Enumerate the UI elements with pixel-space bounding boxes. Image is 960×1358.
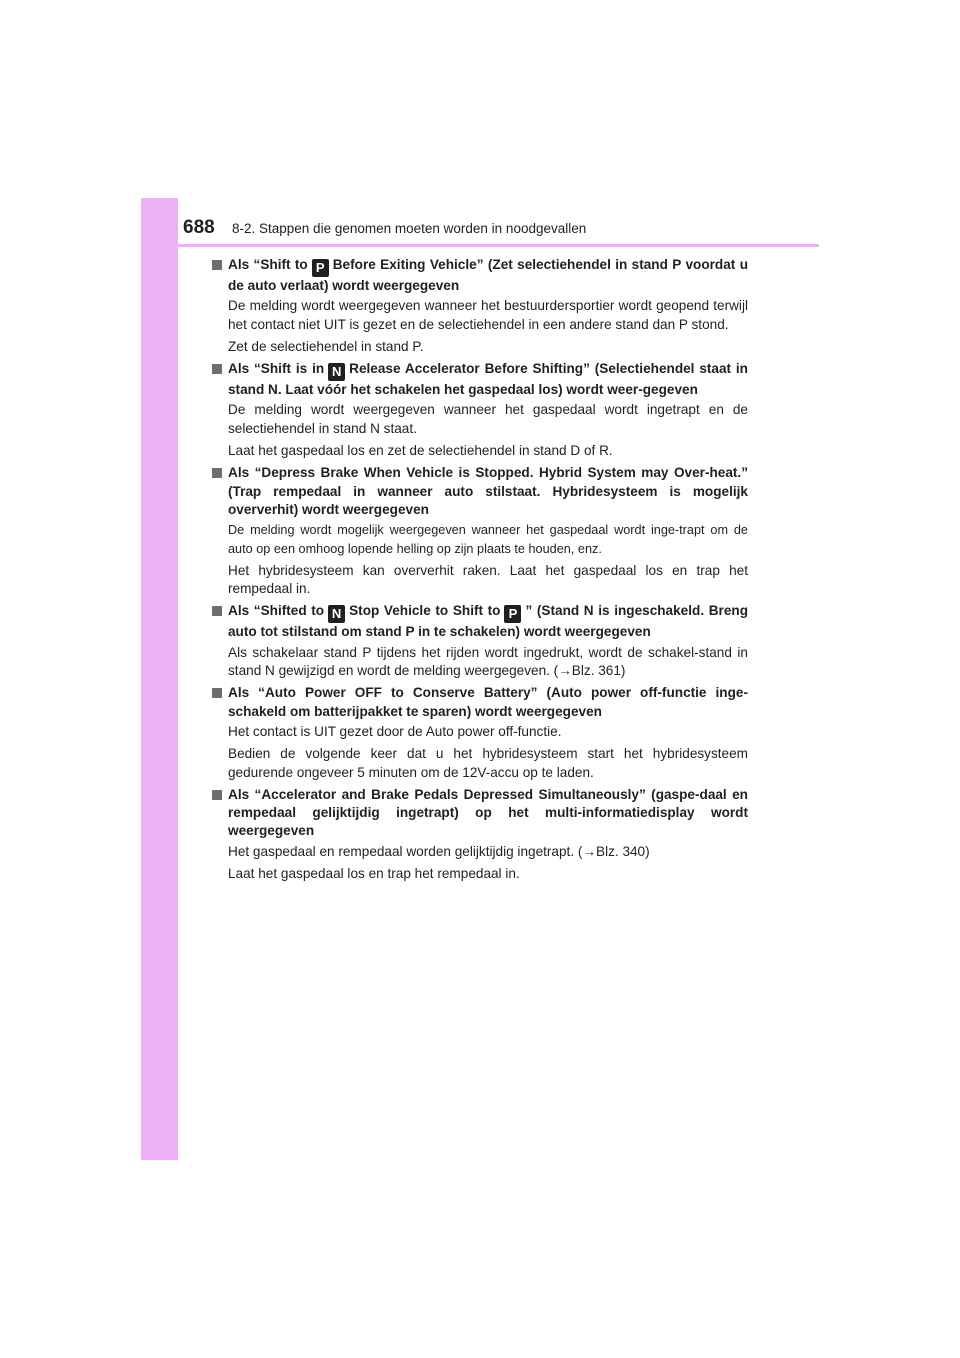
square-bullet-icon [212, 260, 222, 270]
body-paragraph: De melding wordt weergegeven wanneer het gaspedaal wordt ingetrapt en de selectiehendel in stand N staat. [228, 402, 748, 436]
body-paragraph: Bedien de volgende keer dat u het hybridesysteem start het hybridesysteem gedurende ongeveer 5 minuten om de 12V-accu op te laden. [228, 746, 748, 780]
gear-p-icon: P [504, 605, 521, 623]
square-bullet-icon [212, 790, 222, 800]
square-bullet-icon [212, 606, 222, 616]
item-heading [212, 786, 748, 841]
list-item [212, 360, 748, 460]
chapter-tab-sidebar [141, 198, 178, 1160]
heading-text: Als “Shifted to [228, 603, 325, 619]
page-number: 688 [183, 217, 215, 238]
gear-p-icon: P [312, 259, 329, 277]
item-heading [212, 360, 748, 399]
square-bullet-icon [212, 364, 222, 374]
item-heading [212, 602, 748, 641]
list-item [212, 786, 748, 883]
body-paragraph: Het contact is UIT gezet door de Auto power off-functie. [228, 723, 562, 739]
square-bullet-icon [212, 688, 222, 698]
list-item [212, 256, 748, 356]
list-item [212, 602, 748, 680]
heading-text: Als “Accelerator and Brake Pedals Depressed Simultaneously” (gaspe-daal en rempedaal gelijktijdig ingetrapt) op het multi-informatiedisplay wordt weergegeven [228, 786, 748, 839]
heading-text: Release Accelerator Before Shifting” (Selectiehendel staat in stand N. Laat vóór het schakelen het gaspedaal los) wordt weer-gegeven [228, 361, 748, 398]
item-heading [212, 256, 748, 295]
heading-text: Als “Auto Power OFF to Conserve Battery” (Auto power off-functie inge-schakeld om batterijpakket te sparen) wordt weergegeven [228, 685, 748, 719]
body-paragraph: Laat het gaspedaal los en trap het rempedaal in. [228, 866, 520, 882]
page-content [212, 256, 748, 887]
heading-text: ” (Stand N is ingeschakeld. Breng auto tot stilstand om stand P in te schakelen) wordt weergegeven [228, 603, 748, 640]
list-item [212, 464, 748, 598]
square-bullet-icon [212, 468, 222, 478]
heading-text: Als “Shift to [228, 257, 308, 272]
body-paragraph: Zet de selectiehendel in stand P. [228, 338, 424, 354]
heading-text: Als “Depress Brake When Vehicle is Stopped. Hybrid System may Over-heat.” (Trap rempedaal in wanneer auto stilstaat. Hybridesysteem is mogelijk oververhit) wordt weergegeven [228, 465, 748, 517]
heading-text: Before Exiting Vehicle” (Zet selectiehendel in stand P voordat u de auto verlaat) wordt weergegeven [228, 257, 748, 293]
heading-text: Stop Vehicle to Shift to [349, 603, 501, 619]
body-paragraph: De melding wordt mogelijk weergegeven wanneer het gaspedaal wordt inge-trapt om de auto op een omhoog lopende helling op zijn plaats te houden, enz. [228, 523, 748, 556]
body-paragraph: Als schakelaar stand P tijdens het rijden wordt ingedrukt, wordt de schakel-stand in stand N gewijzigd en wordt de melding weergegeven. (→Blz. 361) [228, 644, 748, 679]
body-paragraph: De melding wordt weergegeven wanneer het bestuurdersportier wordt geopend terwijl het contact niet UIT is gezet en de selectiehendel in een andere stand dan P stond. [228, 298, 748, 332]
heading-text: Als “Shift is in [228, 361, 325, 377]
item-heading [212, 684, 748, 721]
item-heading [212, 464, 748, 519]
body-paragraph: Het gaspedaal en rempedaal worden gelijktijdig ingetrapt. (→Blz. 340) [228, 843, 650, 859]
gear-n-icon: N [328, 605, 345, 623]
section-title: 8-2. Stappen die genomen moeten worden in noodgevallen [232, 221, 587, 236]
list-item [212, 684, 748, 781]
body-paragraph: Het hybridesysteem kan oververhit raken. Laat het gaspedaal los en trap het rempedaal in. [228, 562, 748, 597]
header-rule [141, 244, 819, 247]
gear-n-icon: N [328, 363, 345, 381]
body-paragraph: Laat het gaspedaal los en zet de selectiehendel in stand D of R. [228, 443, 613, 459]
